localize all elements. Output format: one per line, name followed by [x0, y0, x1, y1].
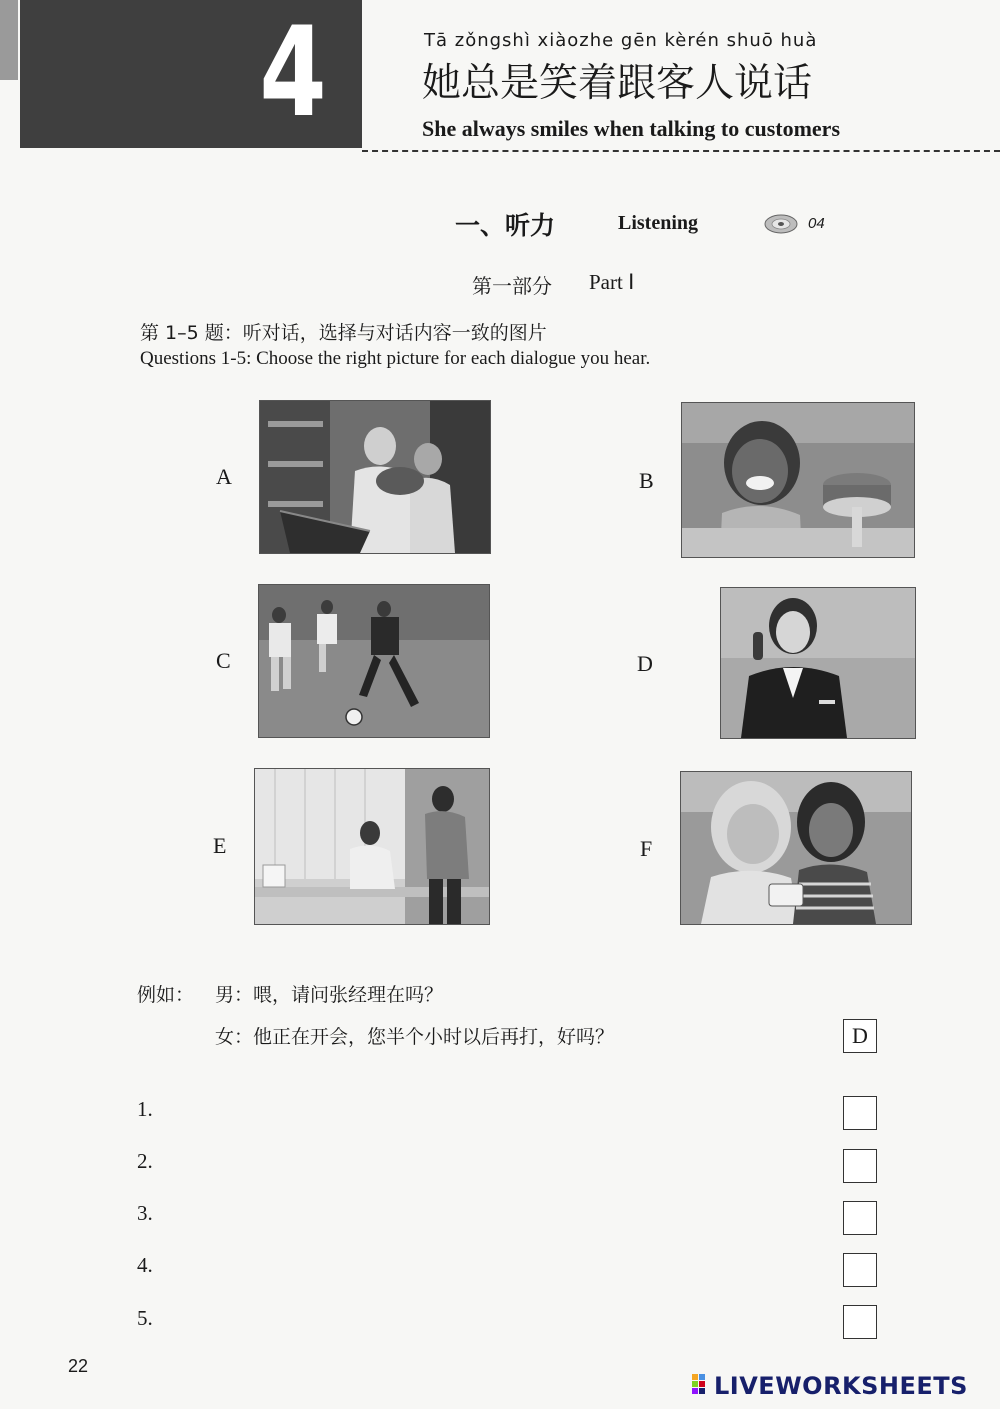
picture-label-b: B — [639, 468, 654, 493]
question-number: 5. — [137, 1306, 153, 1330]
liveworksheets-mark-icon — [692, 1374, 712, 1398]
instructions-english: Questions 1-5: Choose the right picture for each dialogue you hear. — [140, 348, 651, 369]
instructions-chinese: 第 1–5 题：听对话，选择与对话内容一致的图片 — [140, 322, 547, 344]
picture-label-a: A — [216, 464, 232, 489]
chapter-number: 4 — [259, 1, 327, 145]
example-line-female: 女：他正在开会，您半个小时以后再打，好吗？ — [215, 1026, 615, 1048]
answer-box-1[interactable] — [843, 1096, 877, 1130]
part-heading-english: Part Ⅰ — [589, 270, 635, 294]
title-chinese: 她总是笑着跟客人说话 — [422, 61, 813, 106]
part-heading: 第一部分 — [472, 274, 552, 298]
page-number: 22 — [68, 1356, 89, 1376]
question-number: 1. — [137, 1097, 153, 1121]
question-number: 3. — [137, 1201, 153, 1225]
answer-box-5[interactable] — [843, 1305, 877, 1339]
girls-camera-photo — [680, 771, 912, 925]
section-heading-english: Listening — [618, 212, 699, 234]
girl-with-cake-photo — [681, 402, 915, 558]
office-meeting-photo — [254, 768, 490, 925]
picture-label-f: F — [640, 836, 653, 861]
answer-box-2[interactable] — [843, 1149, 877, 1183]
audio-track-number: 04 — [808, 215, 825, 232]
title-pinyin: Tā zǒngshì xiàozhe gēn kèrén shuō huà — [424, 30, 818, 51]
question-number: 2. — [137, 1149, 153, 1173]
answer-box-4[interactable] — [843, 1253, 877, 1287]
picture-label-e: E — [213, 833, 227, 858]
supermarket-couple-photo — [259, 400, 491, 554]
title-english: She always smiles when talking to customers — [422, 116, 841, 141]
example-line-male: 男：喂，请问张经理在吗？ — [215, 984, 444, 1006]
football-players-photo — [258, 584, 490, 738]
liveworksheets-wordmark: LIVEWORKSHEETS — [714, 1372, 968, 1400]
picture-label-c: C — [216, 648, 231, 673]
header-divider — [362, 150, 1000, 152]
liveworksheets-logo[interactable] — [692, 1372, 992, 1400]
example-prefix: 例如： — [137, 984, 195, 1006]
example-answer-box: D — [843, 1019, 877, 1053]
answer-box-3[interactable] — [843, 1201, 877, 1235]
page-edge-shade — [0, 0, 18, 80]
receptionist-phone-photo — [720, 587, 916, 739]
section-heading: 一、听力 — [455, 211, 556, 240]
picture-label-d: D — [637, 651, 653, 676]
audio-cd-icon[interactable] — [764, 214, 798, 234]
question-number: 4. — [137, 1253, 153, 1277]
